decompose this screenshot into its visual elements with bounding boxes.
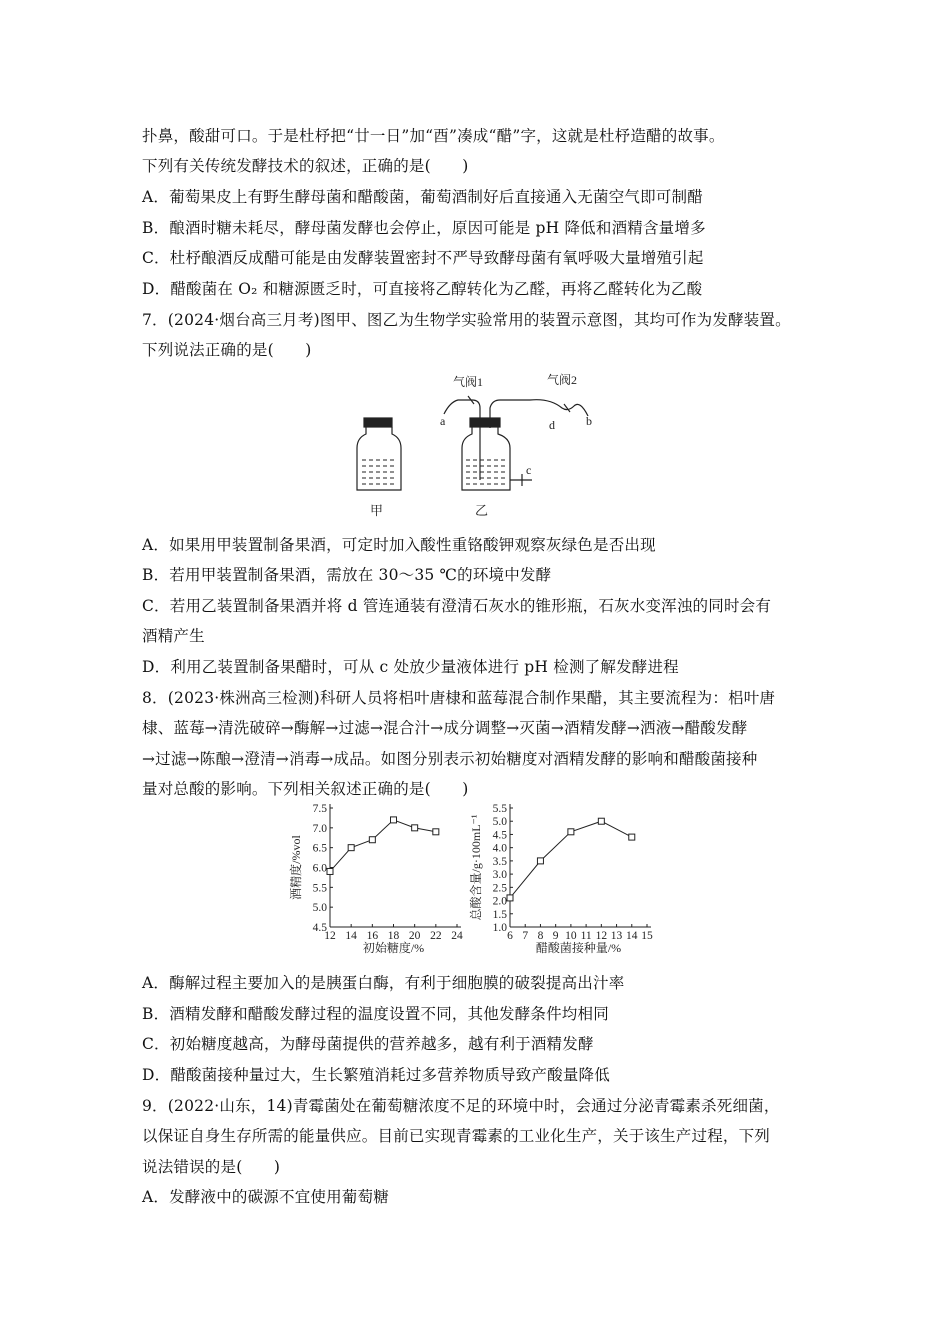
data-point <box>348 845 354 851</box>
jia-bottle-body <box>357 427 401 490</box>
y-tick-label: 7.0 <box>312 822 327 835</box>
x-tick-label: 8 <box>537 930 544 942</box>
x-tick-label: 20 <box>408 930 421 942</box>
chart-1 <box>288 803 463 955</box>
option-line: A．酶解过程主要加入的是胰蛋白酶，有利于细胞膜的破裂提高出汁率 <box>142 974 625 992</box>
data-point <box>327 868 333 874</box>
question-9: 9．(2022·山东，14)青霉菌处在葡萄糖浓度不足的环境中时，会通过分泌青霉素杀死细菌， <box>142 1097 780 1115</box>
y-tick-label: 5.5 <box>492 803 507 815</box>
data-point <box>391 817 397 823</box>
tube-d <box>490 400 588 428</box>
charts-figure <box>285 800 665 970</box>
jia-liquid <box>362 460 397 484</box>
x-tick-label: 24 <box>451 930 463 942</box>
x-tick-label: 15 <box>641 930 653 942</box>
option-line: A．葡萄果皮上有野生酵母菌和醋酸菌，葡萄酒制好后直接通入无菌空气即可制醋 <box>142 188 703 206</box>
option-line: B．若用甲装置制备果酒，需放在 30～35 ℃的环境中发酵 <box>142 566 552 584</box>
apparatus-figure <box>340 368 620 523</box>
x-tick-label: 6 <box>507 930 513 942</box>
valve2-label: 气阀2 <box>547 373 578 387</box>
y-tick-label: 3.0 <box>492 869 507 882</box>
y-tick-label: 1.5 <box>492 908 507 921</box>
y-tick-label: 2.5 <box>492 882 507 895</box>
x-axis-label: 醋酸菌接种量/% <box>535 941 622 955</box>
x-tick-label: 11 <box>580 930 592 942</box>
option-line: D．醋酸菌接种量过大，生长繁殖消耗过多营养物质导致产酸量降低 <box>142 1066 610 1084</box>
text-line: 以保证自身生存所需的能量供应。目前已实现青霉素的工业化生产，关于该生产过程，下列 <box>142 1127 771 1145</box>
y-tick-label: 4.0 <box>492 842 507 855</box>
valve-2 <box>564 404 570 412</box>
yi-liquid <box>466 460 506 484</box>
chart-2 <box>469 803 653 955</box>
data-point <box>598 818 604 824</box>
data-point <box>507 895 513 901</box>
label-yi: 乙 <box>475 503 489 518</box>
text-line: 扑鼻，酸甜可口。于是杜杼把“廿一日”加“酉”凑成“醋”字，这就是杜杼造醋的故事。 <box>142 127 725 145</box>
jia-bottle-cap <box>364 418 392 427</box>
y-tick-label: 1.0 <box>492 922 507 934</box>
label-d: d <box>549 418 555 432</box>
option-line: B．酿酒时糖未耗尽，酵母菌发酵也会停止，原因可能是 pH 降低和酒精含量增多 <box>142 219 706 237</box>
y-tick-label: 4.5 <box>312 922 327 934</box>
y-tick-label: 5.0 <box>492 816 507 829</box>
x-tick-label: 9 <box>552 930 559 942</box>
y-axis-label: 酒精度/%vol <box>289 835 303 900</box>
data-point <box>412 825 418 831</box>
valve1-label: 气阀1 <box>453 375 484 389</box>
text-line: →过滤→陈酿→澄清→消毒→成品。如图分别表示初始糖度对酒精发酵的影响和醋酸菌接种 <box>142 750 758 768</box>
x-tick-label: 13 <box>610 930 623 942</box>
y-tick-label: 2.0 <box>492 895 507 908</box>
option-line: C．初始糖度越高，为酵母菌提供的营养越多，越有利于酒精发酵 <box>142 1035 594 1053</box>
text-line: 量对总酸的影响。下列相关叙述正确的是( ) <box>142 780 469 798</box>
data-point <box>568 829 574 835</box>
text-line: 下列说法正确的是( ) <box>142 341 312 359</box>
option-line: D．利用乙装置制备果醋时，可从 c 处放少量液体进行 pH 检测了解发酵进程 <box>142 658 679 676</box>
data-point <box>629 834 635 840</box>
x-tick-label: 18 <box>387 930 400 942</box>
label-b: b <box>586 414 592 428</box>
x-tick-label: 22 <box>430 930 442 942</box>
x-tick-label: 12 <box>324 930 336 942</box>
option-line: C．若用乙装置制备果酒并将 d 管连通装有澄清石灰水的锥形瓶，石灰水变浑浊的同时会有 <box>142 597 772 615</box>
question-7: 7．(2024·烟台高三月考)图甲、图乙为生物学实验常用的装置示意图，其均可作为发酵装置。 <box>142 311 791 329</box>
option-line: B．酒精发酵和醋酸发酵过程的温度设置不同，其他发酵条件均相同 <box>142 1005 609 1023</box>
x-tick-label: 16 <box>366 930 379 942</box>
x-tick-label: 14 <box>345 930 357 942</box>
text-line: 下列有关传统发酵技术的叙述，正确的是( ) <box>142 157 469 175</box>
x-tick-label: 10 <box>565 930 577 942</box>
label-jia: 甲 <box>370 503 384 518</box>
yi-bottle-cap <box>470 418 500 427</box>
text-line: 说法错误的是( ) <box>142 1158 281 1176</box>
y-tick-label: 5.0 <box>312 902 327 915</box>
data-point <box>369 837 375 843</box>
question-8: 8．(2023·株洲高三检测)科研人员将梠叶唐棣和蓝莓混合制作果醋，其主要流程为：梠叶唐 <box>142 689 776 707</box>
y-tick-label: 6.0 <box>312 862 327 875</box>
label-c: c <box>526 463 532 477</box>
option-line: 酒精产生 <box>142 627 205 645</box>
x-tick-label: 14 <box>626 930 638 942</box>
x-axis-label: 初始糖度/% <box>362 941 425 955</box>
y-tick-label: 4.5 <box>492 829 507 842</box>
option-line: D．醋酸菌在 O₂ 和糖源匮乏时，可直接将乙醇转化为乙醛，再将乙醛转化为乙酸 <box>142 280 703 298</box>
text-line: 棣、蓝莓→清洗破碎→酶解→过滤→混合汁→成分调整→灭菌→酒精发酵→洒液→醋酸发酵 <box>142 719 748 737</box>
y-tick-label: 6.5 <box>312 842 327 855</box>
data-point <box>537 858 543 864</box>
y-tick-label: 3.5 <box>492 855 507 868</box>
option-line: C．杜杼酿酒反成醋可能是由发酵装置密封不严导致酵母菌有氧呼吸大量增殖引起 <box>142 249 704 267</box>
yi-bottle-body <box>462 427 510 490</box>
x-tick-label: 12 <box>595 930 608 942</box>
series-line <box>330 820 436 872</box>
x-tick-label: 7 <box>522 930 529 942</box>
y-tick-label: 7.5 <box>312 803 327 815</box>
data-point <box>433 829 439 835</box>
label-a: a <box>440 414 446 428</box>
option-line: A．如果用甲装置制备果酒，可定时加入酸性重铬酸钾观察灰绿色是否出现 <box>142 536 656 554</box>
option-line: A．发酵液中的碳源不宜使用葡萄糖 <box>142 1188 389 1206</box>
y-axis-label: 总酸含量/g·100mL⁻¹ <box>469 814 483 921</box>
y-tick-label: 5.5 <box>312 882 327 895</box>
